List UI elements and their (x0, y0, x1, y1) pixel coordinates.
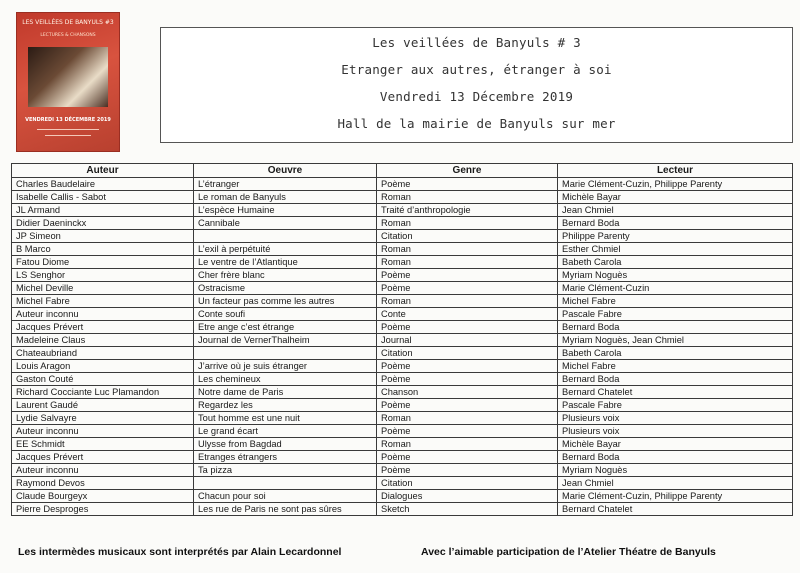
cell-author: Jacques Prévert (12, 451, 194, 464)
cell-work: L’exil à perpétuité (194, 243, 377, 256)
cell-reader: Pascale Fabre (558, 399, 793, 412)
cell-reader: Myriam Noguès (558, 269, 793, 282)
table-row (12, 334, 793, 347)
table-row (12, 399, 793, 412)
cell-author: Madeleine Claus (12, 334, 194, 347)
cell-work (194, 477, 377, 490)
table-row (12, 282, 793, 295)
cell-reader: Michel Fabre (558, 360, 793, 373)
cell-genre: Poème (377, 425, 558, 438)
cell-author: Isabelle Callis - Sabot (12, 191, 194, 204)
cell-author: Jacques Prévert (12, 321, 194, 334)
cell-work: Journal de VernerThalheim (194, 334, 377, 347)
footer-participation-credit: Avec l’aimable participation de l’Atelier Théatre de Banyuls (421, 546, 716, 558)
cell-author: B Marco (12, 243, 194, 256)
cell-work: Les chemineux (194, 373, 377, 386)
cell-author: Didier Daeninckx (12, 217, 194, 230)
column-header-author: Auteur (12, 164, 194, 178)
cell-genre: Conte (377, 308, 558, 321)
table-row (12, 347, 793, 360)
cell-author: Richard Cocciante Luc Plamandon (12, 386, 194, 399)
cell-author: Michel Deville (12, 282, 194, 295)
cell-author: Chateaubriand (12, 347, 194, 360)
poster-subtitle: LECTURES & CHANSONS (40, 33, 96, 38)
table-row (12, 178, 793, 191)
cell-genre: Citation (377, 477, 558, 490)
cell-work: L’espèce Humaine (194, 204, 377, 217)
column-header-work: Oeuvre (194, 164, 377, 178)
cell-author: Gaston Couté (12, 373, 194, 386)
cell-reader: Philippe Parenty (558, 230, 793, 243)
cell-reader: Plusieurs voix (558, 412, 793, 425)
cell-genre: Traité d’anthropologie (377, 204, 558, 217)
table-row (12, 490, 793, 503)
cell-genre: Roman (377, 217, 558, 230)
cell-author: Raymond Devos (12, 477, 194, 490)
cell-author: Claude Bourgeyx (12, 490, 194, 503)
cell-reader: Jean Chmiel (558, 477, 793, 490)
cell-reader: Bernard Chatelet (558, 386, 793, 399)
cell-work: Tout homme est une nuit (194, 412, 377, 425)
poster-divider (37, 129, 99, 130)
table-row (12, 295, 793, 308)
cell-genre: Poème (377, 464, 558, 477)
footer-music-credit: Les intermèdes musicaux sont interprétés par Alain Lecardonnel (18, 546, 342, 558)
cell-reader: Bernard Boda (558, 217, 793, 230)
table-row (12, 360, 793, 373)
cell-work: Chacun pour soi (194, 490, 377, 503)
cell-author: Auteur inconnu (12, 464, 194, 477)
column-header-genre: Genre (377, 164, 558, 178)
cell-reader: Esther Chmiel (558, 243, 793, 256)
cell-reader: Michel Fabre (558, 295, 793, 308)
event-theme: Etranger aux autres, étranger à soi (341, 62, 612, 77)
table-row (12, 321, 793, 334)
cell-reader: Marie Clément-Cuzin (558, 282, 793, 295)
cell-work: Ostracisme (194, 282, 377, 295)
cell-reader: Michèle Bayar (558, 438, 793, 451)
cell-work: Un facteur pas comme les autres (194, 295, 377, 308)
cell-work: Conte soufi (194, 308, 377, 321)
cell-genre: Poème (377, 373, 558, 386)
cell-reader: Bernard Chatelet (558, 503, 793, 516)
cell-genre: Sketch (377, 503, 558, 516)
cell-genre: Poème (377, 178, 558, 191)
cell-reader: Bernard Boda (558, 451, 793, 464)
table-row (12, 386, 793, 399)
cell-genre: Citation (377, 347, 558, 360)
cell-author: JP Simeon (12, 230, 194, 243)
event-series-title: Les veillées de Banyuls # 3 (372, 35, 581, 50)
cell-genre: Roman (377, 438, 558, 451)
cell-genre: Roman (377, 191, 558, 204)
cell-work: Le roman de Banyuls (194, 191, 377, 204)
cell-work: Etranges étrangers (194, 451, 377, 464)
event-date: Vendredi 13 Décembre 2019 (379, 89, 574, 104)
table-row (12, 412, 793, 425)
table-row (12, 269, 793, 282)
table-row (12, 217, 793, 230)
event-header-box (160, 27, 793, 143)
cell-reader: Myriam Noguès, Jean Chmiel (558, 334, 793, 347)
cell-author: Auteur inconnu (12, 425, 194, 438)
poster-date: VENDREDI 13 DÉCEMBRE 2019 (25, 117, 111, 123)
table-row (12, 243, 793, 256)
cell-genre: Roman (377, 256, 558, 269)
cell-author: Auteur inconnu (12, 308, 194, 321)
cell-work: Ta pizza (194, 464, 377, 477)
poster-divider-2 (45, 135, 91, 136)
table-row (12, 308, 793, 321)
cell-work: Notre dame de Paris (194, 386, 377, 399)
cell-genre: Poème (377, 399, 558, 412)
cell-author: Pierre Desproges (12, 503, 194, 516)
cell-genre: Poème (377, 451, 558, 464)
table-row (12, 191, 793, 204)
poster-title: LES VEILLÉES DE BANYULS #3 (22, 19, 114, 26)
cell-author: LS Senghor (12, 269, 194, 282)
cell-author: Fatou Diome (12, 256, 194, 269)
table-row (12, 425, 793, 438)
cell-work (194, 347, 377, 360)
cell-reader: Babeth Carola (558, 256, 793, 269)
table-header-row (12, 164, 793, 178)
cell-work: Les rue de Paris ne sont pas sûres (194, 503, 377, 516)
cell-work: Le ventre de l’Atlantique (194, 256, 377, 269)
cell-genre: Poème (377, 269, 558, 282)
cell-author: Laurent Gaudé (12, 399, 194, 412)
cell-work: Ulysse from Bagdad (194, 438, 377, 451)
table-row (12, 230, 793, 243)
cell-genre: Dialogues (377, 490, 558, 503)
cell-author: Louis Aragon (12, 360, 194, 373)
table-row (12, 464, 793, 477)
cell-genre: Journal (377, 334, 558, 347)
cell-work: Cher frère blanc (194, 269, 377, 282)
column-header-reader: Lecteur (558, 164, 793, 178)
poster-photo (28, 47, 108, 107)
cell-genre: Poème (377, 360, 558, 373)
cell-author: Michel Fabre (12, 295, 194, 308)
cell-reader: Marie Clément-Cuzin, Philippe Parenty (558, 490, 793, 503)
table-row (12, 438, 793, 451)
cell-reader: Myriam Noguès (558, 464, 793, 477)
table-row (12, 451, 793, 464)
event-location: Hall de la mairie de Banyuls sur mer (337, 116, 616, 131)
cell-reader: Bernard Boda (558, 373, 793, 386)
cell-work: Cannibale (194, 217, 377, 230)
cell-author: EE Schmidt (12, 438, 194, 451)
table-row (12, 503, 793, 516)
cell-author: Lydie Salvayre (12, 412, 194, 425)
cell-author: Charles Baudelaire (12, 178, 194, 191)
event-poster-image (16, 12, 120, 152)
cell-genre: Roman (377, 295, 558, 308)
table-row (12, 204, 793, 217)
cell-work: Etre ange c’est étrange (194, 321, 377, 334)
cell-genre: Poème (377, 321, 558, 334)
cell-reader: Marie Clément-Cuzin, Philippe Parenty (558, 178, 793, 191)
cell-work: L’étranger (194, 178, 377, 191)
cell-genre: Roman (377, 243, 558, 256)
cell-genre: Poème (377, 282, 558, 295)
cell-work: Regardez les (194, 399, 377, 412)
cell-work: Le grand écart (194, 425, 377, 438)
cell-genre: Citation (377, 230, 558, 243)
cell-reader: Plusieurs voix (558, 425, 793, 438)
cell-genre: Chanson (377, 386, 558, 399)
cell-reader: Babeth Carola (558, 347, 793, 360)
cell-genre: Roman (377, 412, 558, 425)
table-row (12, 373, 793, 386)
table-row (12, 477, 793, 490)
program-table (11, 163, 793, 516)
cell-reader: Michèle Bayar (558, 191, 793, 204)
cell-work (194, 230, 377, 243)
cell-work: J’arrive où je suis étranger (194, 360, 377, 373)
table-row (12, 256, 793, 269)
cell-author: JL Armand (12, 204, 194, 217)
cell-reader: Jean Chmiel (558, 204, 793, 217)
cell-reader: Pascale Fabre (558, 308, 793, 321)
cell-reader: Bernard Boda (558, 321, 793, 334)
